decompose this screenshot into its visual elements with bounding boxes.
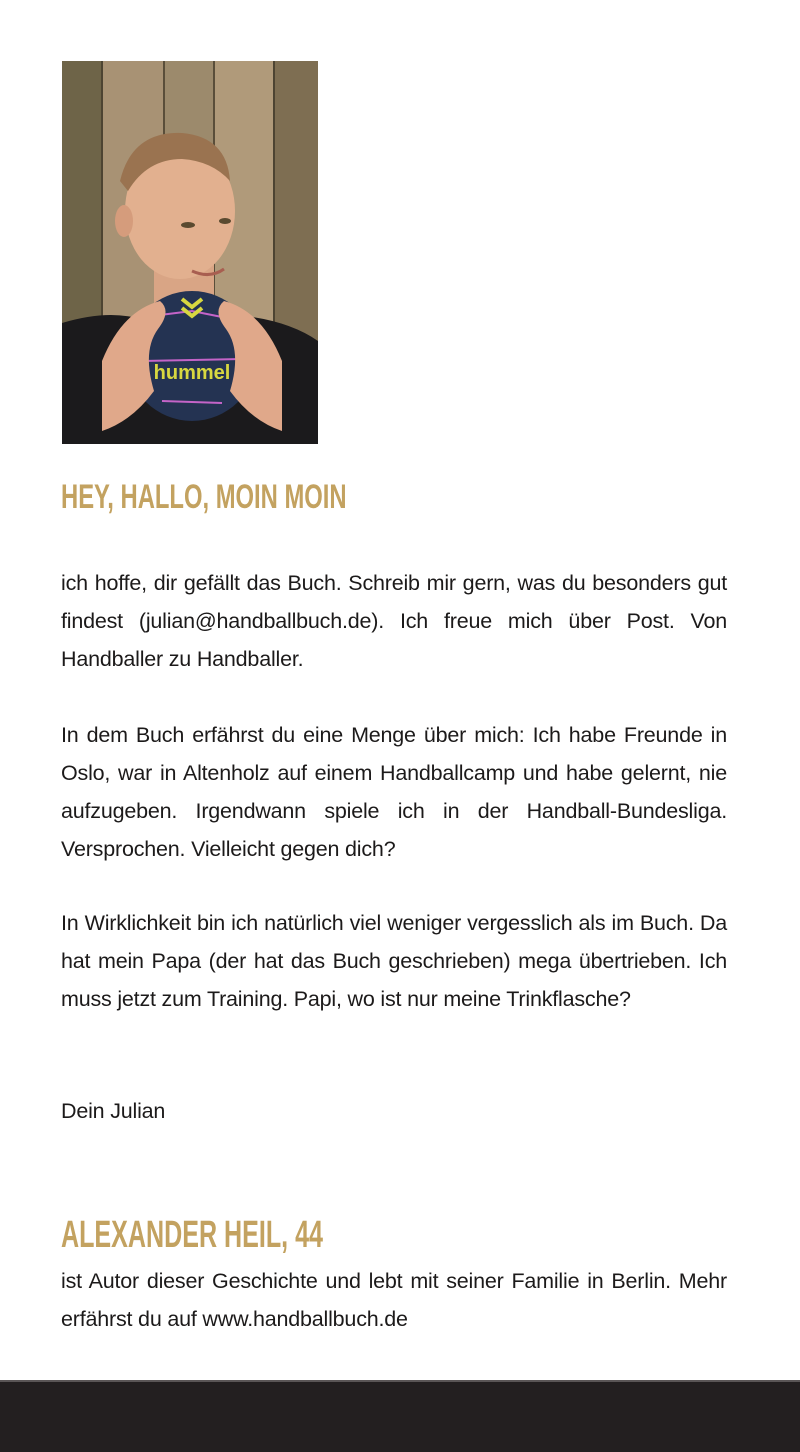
footer-bar bbox=[0, 1380, 800, 1452]
svg-text:hummel: hummel bbox=[153, 362, 231, 384]
author-photo bbox=[62, 61, 318, 444]
author-bio: ist Autor dieser Geschichte und lebt mit seiner Familie in Berlin. Mehr erfährst du auf www.handballbuch.de bbox=[61, 1269, 727, 1331]
greeting-paragraph-1: ich hoffe, dir gefällt das Buch. Schreib mir gern, was du besonders gut findest (julian@handballbuch.de). Ich freue mich über Post. Von Handballer zu Handballer. bbox=[61, 571, 727, 671]
author-heading: ALEXANDER HEIL, 44 bbox=[61, 1214, 323, 1256]
greeting-heading: HEY, HALLO, MOIN MOIN bbox=[61, 478, 347, 516]
greeting-paragraph-3: In Wirklichkeit bin ich natürlich viel weniger vergesslich als im Buch. Da hat mein Papa (der hat das Buch geschrieben) mega übertrieben. Ich muss jetzt zum Training. Papi, wo ist nur meine Trinkflasche? bbox=[61, 911, 727, 1011]
signature: Dein Julian bbox=[61, 1099, 166, 1123]
greeting-paragraph-2: In dem Buch erfährst du eine Menge über mich: Ich habe Freunde in Oslo, war in Altenholz auf einem Handballcamp und habe gelernt, nie aufzugeben. Irgendwann spiele ich in der Handball-Bundesliga. Versprochen. Vielleicht gegen dich? bbox=[61, 723, 727, 861]
photo-illustration bbox=[62, 61, 318, 444]
